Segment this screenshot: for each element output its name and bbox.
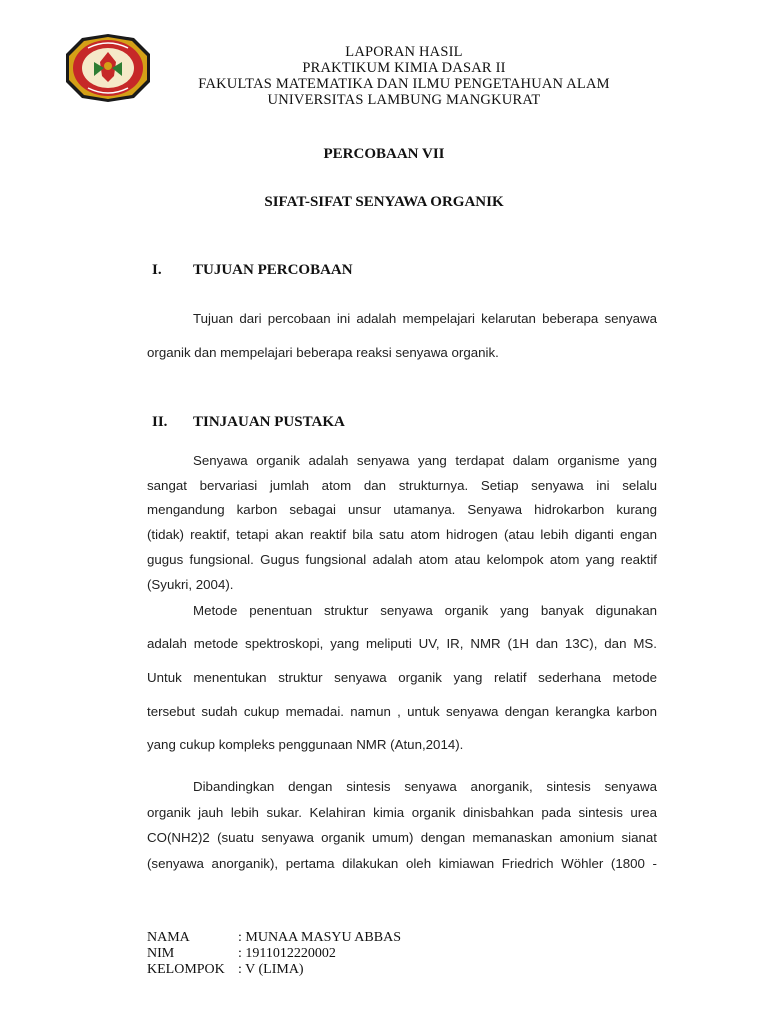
paragraph-line: (tidak) reaktif, tetapi akan reaktif bila satu atom hidrogen (atau lebih diganti engan [147,527,657,542]
identity-label: KELOMPOK [147,962,225,977]
paragraph-line: CO(NH2)2 (suatu senyawa organik umum) dengan memanaskan amonium sianat [147,830,657,845]
experiment-title: PERCOBAAN VII [323,146,445,162]
identity-label: NIM [147,946,175,961]
paragraph-line: (Syukri, 2004). [147,577,234,592]
paragraph-line: (senyawa anorganik), pertama dilakukan oleh kimiawan Friedrich Wöhler (1800 - [147,856,657,871]
paragraph-line: Tujuan dari percobaan ini adalah mempelajari kelarutan beberapa senyawa [193,311,657,326]
header-line-3: FAKULTAS MATEMATIKA DAN ILMU PENGETAHUAN ALAM [198,76,610,92]
section-2-number: II. [152,414,168,430]
paragraph-line: tersebut sudah cukup memadai. namun , untuk senyawa dengan kerangka karbon [147,704,657,719]
paragraph-line: mengandung karbon sebagai unsur utamanya. Senyawa hidrokarbon kurang [147,502,657,517]
paragraph-line: Dibandingkan dengan sintesis senyawa anorganik, sintesis senyawa [193,779,657,794]
identity-value: : V (LIMA) [238,962,304,977]
paragraph-line: Metode penentuan struktur senyawa organik yang banyak digunakan [193,603,657,618]
paragraph-line: yang cukup kompleks penggunaan NMR (Atun,2014). [147,737,464,752]
section-1-number: I. [152,262,162,278]
topic-title: SIFAT-SIFAT SENYAWA ORGANIK [264,194,504,210]
paragraph-line: sangat bervariasi jumlah atom dan strukturnya. Setiap senyawa ini selalu [147,478,657,493]
paragraph-line: gugus fungsional. Gugus fungsional adalah atom atau kelompok atom yang reaktif [147,552,657,567]
header-line-1: LAPORAN HASIL [345,44,463,60]
identity-value: : 1911012220002 [238,946,336,961]
report-header [160,44,648,108]
identity-value: : MUNAA MASYU ABBAS [238,930,401,945]
section-1-title: TUJUAN PERCOBAAN [193,262,353,278]
paragraph-line: organik dan mempelajari beberapa reaksi senyawa organik. [147,345,499,360]
paragraph-line: Untuk menentukan struktur senyawa organik yang relatif sederhana metode [147,670,657,685]
header-line-2: PRAKTIKUM KIMIA DASAR II [302,60,506,76]
paragraph-line: organik jauh lebih sukar. Kelahiran kimia organik dinisbahkan pada sintesis urea [147,805,657,820]
university-logo [64,32,152,104]
section-2-title: TINJAUAN PUSTAKA [193,414,345,430]
header-line-4: UNIVERSITAS LAMBUNG MANGKURAT [267,92,541,108]
paragraph-line: adalah metode spektroskopi, yang meliputi UV, IR, NMR (1H dan 13C), dan MS. [147,636,657,651]
identity-label: NAMA [147,930,190,945]
paragraph-line: Senyawa organik adalah senyawa yang terdapat dalam organisme yang [193,453,657,468]
